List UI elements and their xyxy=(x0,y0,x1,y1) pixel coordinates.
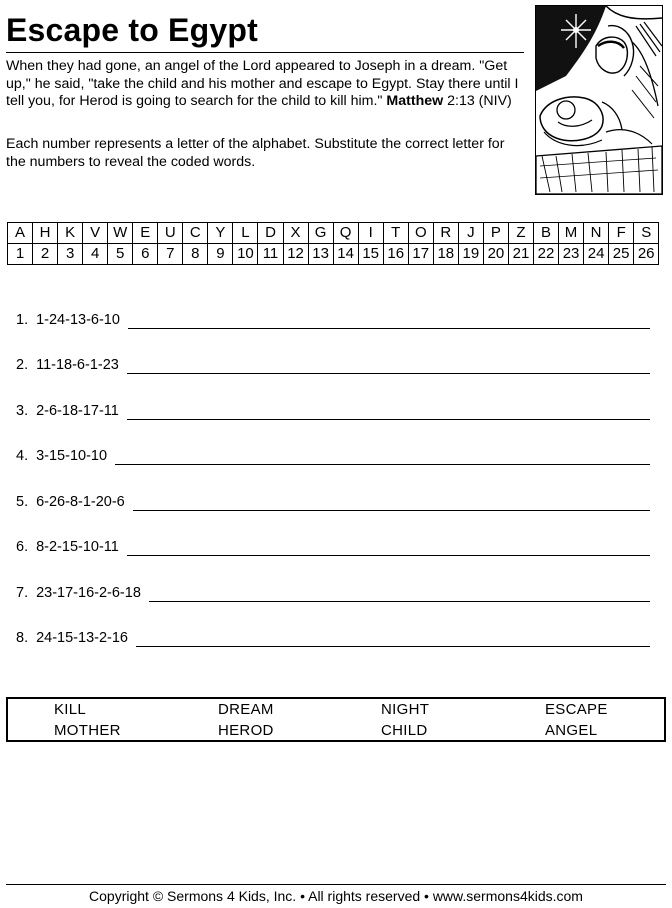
footer-divider xyxy=(6,884,666,885)
nativity-drawing xyxy=(536,6,662,194)
cipher-letter-cell: X xyxy=(283,223,308,244)
cipher-number-cell: 3 xyxy=(58,244,83,265)
cipher-number-cell: 17 xyxy=(408,244,433,265)
puzzle-code: 2-6-18-17-11 xyxy=(36,403,119,419)
cipher-number-cell: 16 xyxy=(383,244,408,265)
cipher-number-cell: 24 xyxy=(584,244,609,265)
nativity-illustration xyxy=(535,5,663,195)
cipher-letter-cell: K xyxy=(58,223,83,244)
cipher-number-cell: 19 xyxy=(458,244,483,265)
puzzle-item xyxy=(16,536,119,558)
cipher-letter-cell: S xyxy=(634,223,659,244)
puzzle-number: 2. xyxy=(16,357,29,373)
puzzle-code: 3-15-10-10 xyxy=(36,448,108,464)
cipher-key-table xyxy=(7,222,659,265)
puzzle-item xyxy=(16,445,107,467)
title-underline xyxy=(6,52,524,53)
cipher-letter-cell: F xyxy=(609,223,634,244)
puzzle-number: 4. xyxy=(16,448,29,464)
word-bank-item: MOTHER xyxy=(54,722,121,739)
cipher-number-cell: 9 xyxy=(208,244,233,265)
cipher-number-cell: 6 xyxy=(133,244,158,265)
cipher-letter-cell: M xyxy=(559,223,584,244)
answer-line[interactable] xyxy=(149,601,650,602)
cipher-letter-cell: T xyxy=(383,223,408,244)
answer-line[interactable] xyxy=(128,328,650,329)
cipher-letter-cell: V xyxy=(83,223,108,244)
puzzle-code: 8-2-15-10-11 xyxy=(36,539,119,555)
cipher-letter-cell: O xyxy=(408,223,433,244)
word-bank-item: ESCAPE xyxy=(545,701,608,718)
word-bank-item: ANGEL xyxy=(545,722,598,739)
cipher-letter-cell: U xyxy=(158,223,183,244)
answer-line[interactable] xyxy=(115,464,650,465)
cipher-letters-row xyxy=(8,223,659,244)
puzzle-item xyxy=(16,309,120,331)
cipher-letter-cell: Q xyxy=(333,223,358,244)
word-bank xyxy=(6,697,666,742)
cipher-number-cell: 7 xyxy=(158,244,183,265)
cipher-number-cell: 14 xyxy=(333,244,358,265)
cipher-letter-cell: J xyxy=(458,223,483,244)
cipher-number-cell: 1 xyxy=(8,244,33,265)
cipher-letter-cell: G xyxy=(308,223,333,244)
cipher-letter-cell: I xyxy=(358,223,383,244)
cipher-number-cell: 4 xyxy=(83,244,108,265)
puzzle-item xyxy=(16,400,119,422)
word-bank-item: KILL xyxy=(54,701,87,718)
instructions: Each number represents a letter of the alphabet. Substitute the correct letter for the numbers to reveal the coded words. xyxy=(6,136,505,170)
verse-reference-book: Matthew xyxy=(386,93,444,109)
cipher-number-cell: 18 xyxy=(433,244,458,265)
cipher-number-cell: 20 xyxy=(483,244,508,265)
puzzle-item xyxy=(16,627,128,649)
verse-text: When they had gone, an angel of the Lord appeared to Joseph in a dream. "Get up," he said, "take the child and his mother and escape to Egypt. Stay there until I tell you, for Herod is going to search for the child to kill him." xyxy=(6,58,519,109)
puzzle-code: 24-15-13-2-16 xyxy=(36,630,128,646)
answer-line[interactable] xyxy=(127,373,650,374)
puzzle-number: 3. xyxy=(16,403,29,419)
puzzle-item xyxy=(16,491,125,513)
cipher-number-cell: 2 xyxy=(33,244,58,265)
word-bank-item: CHILD xyxy=(381,722,428,739)
word-bank-item: NIGHT xyxy=(381,701,430,718)
copyright-footer: Copyright © Sermons 4 Kids, Inc. • All rights reserved • www.sermons4kids.com xyxy=(89,888,583,904)
word-bank-item: DREAM xyxy=(218,701,274,718)
cipher-number-cell: 21 xyxy=(508,244,533,265)
cipher-number-cell: 23 xyxy=(559,244,584,265)
puzzle-number: 6. xyxy=(16,539,29,555)
cipher-number-cell: 11 xyxy=(258,244,283,265)
cipher-number-cell: 10 xyxy=(233,244,258,265)
cipher-number-cell: 5 xyxy=(108,244,133,265)
cipher-letter-cell: Y xyxy=(208,223,233,244)
cipher-number-cell: 12 xyxy=(283,244,308,265)
word-bank-item: HEROD xyxy=(218,722,274,739)
cipher-number-cell: 26 xyxy=(634,244,659,265)
puzzle-code: 23-17-16-2-6-18 xyxy=(36,585,141,601)
puzzle-number: 8. xyxy=(16,630,29,646)
cipher-letter-cell: E xyxy=(133,223,158,244)
answer-line[interactable] xyxy=(127,419,650,420)
cipher-number-cell: 15 xyxy=(358,244,383,265)
puzzle-number: 7. xyxy=(16,585,29,601)
cipher-number-cell: 25 xyxy=(609,244,634,265)
answer-line[interactable] xyxy=(136,646,650,647)
cipher-letter-cell: D xyxy=(258,223,283,244)
cipher-letter-cell: A xyxy=(8,223,33,244)
puzzle-item xyxy=(16,354,119,376)
cipher-letter-cell: P xyxy=(483,223,508,244)
cipher-letter-cell: N xyxy=(584,223,609,244)
bible-verse xyxy=(6,58,526,111)
puzzle-number: 1. xyxy=(16,312,29,328)
puzzle-number: 5. xyxy=(16,494,29,510)
puzzle-code: 11-18-6-1-23 xyxy=(36,357,119,373)
cipher-letter-cell: L xyxy=(233,223,258,244)
cipher-letter-cell: W xyxy=(108,223,133,244)
puzzle-code: 1-24-13-6-10 xyxy=(36,312,120,328)
verse-reference-chapter: 2:13 (NIV) xyxy=(447,93,512,109)
cipher-letter-cell: H xyxy=(33,223,58,244)
page-title: Escape to Egypt xyxy=(6,12,258,48)
answer-line[interactable] xyxy=(133,510,650,511)
puzzle-code: 6-26-8-1-20-6 xyxy=(36,494,125,510)
cipher-letter-cell: Z xyxy=(508,223,533,244)
cipher-letter-cell: R xyxy=(433,223,458,244)
cipher-number-cell: 22 xyxy=(533,244,558,265)
cipher-number-cell: 13 xyxy=(308,244,333,265)
answer-line[interactable] xyxy=(127,555,650,556)
puzzle-item xyxy=(16,582,141,604)
cipher-numbers-row xyxy=(8,244,659,265)
cipher-letter-cell: C xyxy=(183,223,208,244)
cipher-letter-cell: B xyxy=(533,223,558,244)
cipher-number-cell: 8 xyxy=(183,244,208,265)
